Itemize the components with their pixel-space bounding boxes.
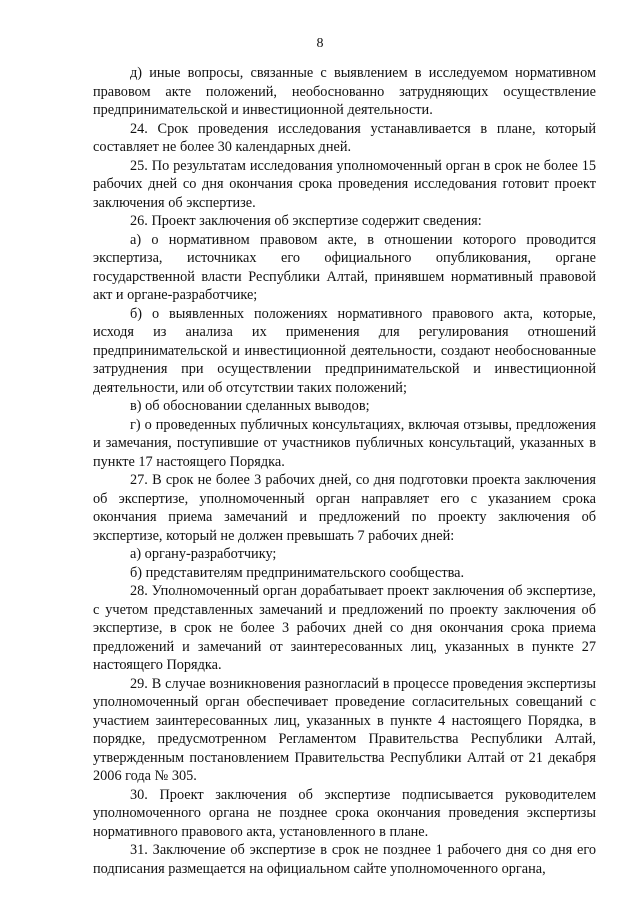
paragraph-30: 30. Проект заключения об экспертизе подписывается руководителем уполномоченного органа не позднее срока окончания проведения экспертизы нормативного правового акта, установленного в плане. [93, 786, 596, 840]
paragraph-26-g: г) о проведенных публичных консультациях, включая отзывы, предложения и замечания, поступившие от участников публичных консультаций, указанных в пункте 17 настоящего Порядка. [93, 416, 596, 470]
paragraph-26: 26. Проект заключения об экспертизе содержит сведения: [130, 213, 482, 229]
paragraph-27-b: б) представителям предпринимательского сообщества. [130, 564, 465, 581]
paragraph-31: 31. Заключение об экспертизе в срок не позднее 1 рабочего дня со дня его подписания размещается на официальном сайте уполномоченного органа, [93, 842, 596, 877]
paragraph-27: 27. В срок не более 3 рабочих дней, со дня подготовки проекта заключения об экспертизе, уполномоченный орган направляет его с указанием срока окончания приема замечаний и предложений по проекту заключения об экспертизе, который не должен превышать 7 рабочих дней: [93, 472, 596, 544]
paragraph-26-a: а) о нормативном правовом акте, в отношении которого проводится экспертиза, источниках его официального опубликования, органе государственной власти Республики Алтай, принявшем нормативный правовой акт и органе-разработчике; [93, 231, 596, 303]
paragraph-26-b: б) о выявленных положениях нормативного правового акта, которые, исходя из анализа их применения для регулирования отношений предпринимательской и инвестиционной деятельности, создают необоснованные затруднения при осуществлении предпринимательской и инвестиционной деятельности, или об отсутствии таких положений; [93, 305, 596, 396]
paragraph-27-a: а) органу-разработчику; [130, 546, 277, 562]
page-number: 8 [316, 36, 324, 51]
paragraph-subitem-d: д) иные вопросы, связанные с выявлением в исследуемом нормативном правовом акте положений, необоснованно затрудняющих осуществление предпринимательской и инвестиционной деятельности. [93, 65, 596, 118]
document-body [93, 64, 596, 878]
paragraph-29: 29. В случае возникновения разногласий в процессе проведения экспертизы уполномоченный орган обеспечивает проведение согласительных совещаний с участием заинтересованных лиц, указанных в пункте 4 настоящего Порядка, в порядке, предусмотренном Регламентом Правительства Республики Алтай, утвержденным постановлением Правительства Республики Алтай от 21 декабря 2006 года № 305. [93, 675, 596, 784]
paragraph-25: 25. По результатам исследования уполномоченный орган в срок не более 15 рабочих дней со дня окончания срока проведения исследования готовит проект заключения об экспертизе. [93, 157, 596, 211]
paragraph-26-v: в) об обосновании сделанных выводов; [130, 398, 370, 414]
paragraph-24: 24. Срок проведения исследования устанавливается в плане, который составляет не более 30 календарных дней. [93, 120, 596, 155]
paragraph-28: 28. Уполномоченный орган дорабатывает проект заключения об экспертизе, с учетом представленных замечаний и предложений по проекту заключения об экспертизе, в срок не более 3 рабочих дней со дня окончания срока приема предложений и замечаний от заинтересованных лиц, указанных в пункте 27 настоящего Порядка. [93, 583, 596, 673]
